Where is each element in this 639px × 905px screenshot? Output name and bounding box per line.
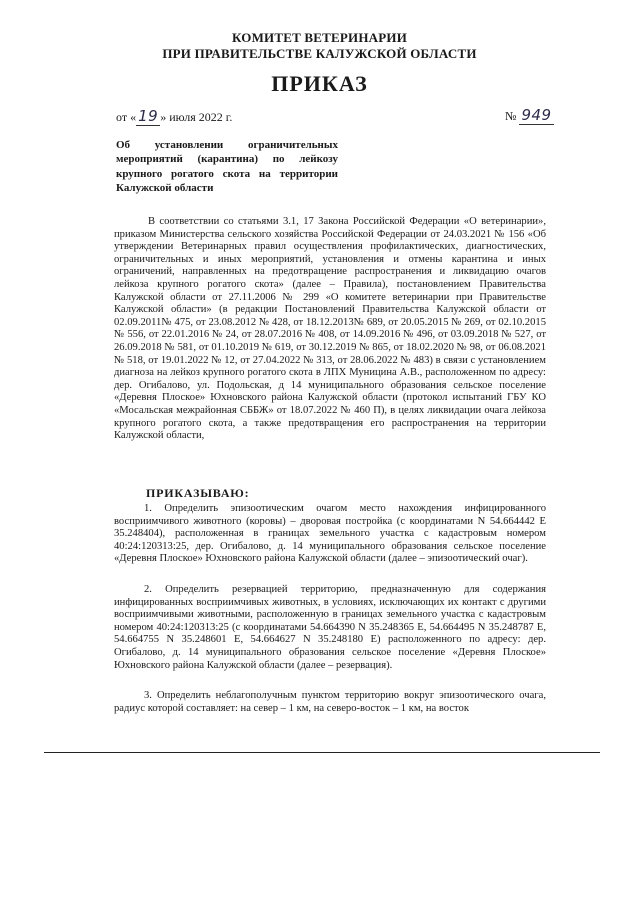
number-prefix: № <box>505 109 517 123</box>
preamble-paragraph: В соответствии со статьями 3.1, 17 Закона Российской Федерации «О ветеринарии», приказом Министерства сельского хозяйства Российской Федерации от 24.03.2021 № 156 «Об утверждении Ветеринарных правил осуществления профилактических, диагностических, ограничительных и иных мероприятий, установления и отмены карантина и иных ограничений, направленных на предотвращение распространения и ликвидацию очагов лейкоза крупного рогатого скота» (далее – Правила), постановлением Правительства Калужской области от 27.11.2006 № 299 «О комитете ветеринарии при Правительстве Калужской области» (в редакции Постановлений Правительства Калужской области от 02.09.2011№ 475, от 23.08.2012 № 428, от 18.12.2013№ 689, от 20.05.2015 № 269, от 02.10.2015 № 556, от 22.01.2016 № 24, от 28.07.2016 № 408, от 14.09.2016 № 496, от 03.09.2018 № 527, от 26.09.2018 № 581, от 01.10.2019 № 619, от 30.12.2019 № 865, от 18.02.2020 № 98, от 06.08.2021 № 518, от 19.01.2022 № 12, от 27.04.2022 № 313, от 28.06.2022 № 483) в связи с установлением диагноза на лейкоз крупного рогатого скота в ЛПХ Муницина А.В., расположенном по адресу: дер. Огибалово, ул. Подольская, д 14 муниципального образования сельское поселение «Деревня Плоское» Юхновского района Калужской области (протокол испытаний ГБУ КО «Мосальская межрайонная СББЖ» от 18.07.2022 № 460 П), в целях ликвидации очага лейкоза крупного рогатого скота, а также предотвращения его распространения на территории Калужской области, <box>114 216 546 442</box>
order-number <box>505 106 554 124</box>
issuer-line-1: КОМИТЕТ ВЕТЕРИНАРИИ <box>231 30 408 45</box>
issuer-line-2: ПРИ ПРАВИТЕЛЬСТВЕ КАЛУЖСКОЙ ОБЛАСТИ <box>162 46 477 61</box>
order-word: ПРИКАЗЫВАЮ: <box>146 486 250 500</box>
number-value-handwritten: 949 <box>521 106 552 124</box>
order-subject: Об установлении ограничительных мероприятий (карантина) по лейкозу крупного рогатого скота на территории Калужской области <box>116 139 338 195</box>
order-item-3: 3. Определить неблагополучным пунктом территорию вокруг эпизоотического очага, радиус которой составляет: на север – 1 км, на северо-восток – 1 км, на восток <box>114 690 546 714</box>
page-bottom-rule <box>44 752 600 753</box>
order-item-2: 2. Определить резервацией территорию, предназначенную для содержания инфицированных восприимчивых животных, в условиях, исключающих их контакт с другими восприимчивыми животными, расположенную в границах земельного участка с кадастровым номером 40:24:120313:25 (с координатами 54.664390 N 35.248365 E, 54.664495 N 35.248787 E, 54.664755 N 35.248601 E, 54.664627 N 35.248180 E) расположенного по адресу: дер. Огибалово, д. 14 муниципального образования сельское поселение «Деревня Плоское» Юхновского района Калужской области (далее – резервация). <box>114 584 546 671</box>
date-prefix: от « <box>116 110 137 124</box>
date-day-handwritten: 19 <box>138 107 159 125</box>
document-type-title: ПРИКАЗ <box>271 71 368 96</box>
order-date <box>116 107 232 126</box>
order-item-1: 1. Определить эпизоотическим очагом место нахождения инфицированного восприимчивого животного (коровы) – дворовая постройка (с координатами N 54.664442 E 35.248404), расположенная в границах земельного участка с кадастровым номером 40:24:120313:25, дер. Огибалово, д. 14 муниципального образования сельское поселение «Деревня Плоское» Юхновского района Калужской области (далее – эпизоотический очаг). <box>114 503 546 565</box>
date-suffix: » июля 2022 г. <box>160 110 233 124</box>
